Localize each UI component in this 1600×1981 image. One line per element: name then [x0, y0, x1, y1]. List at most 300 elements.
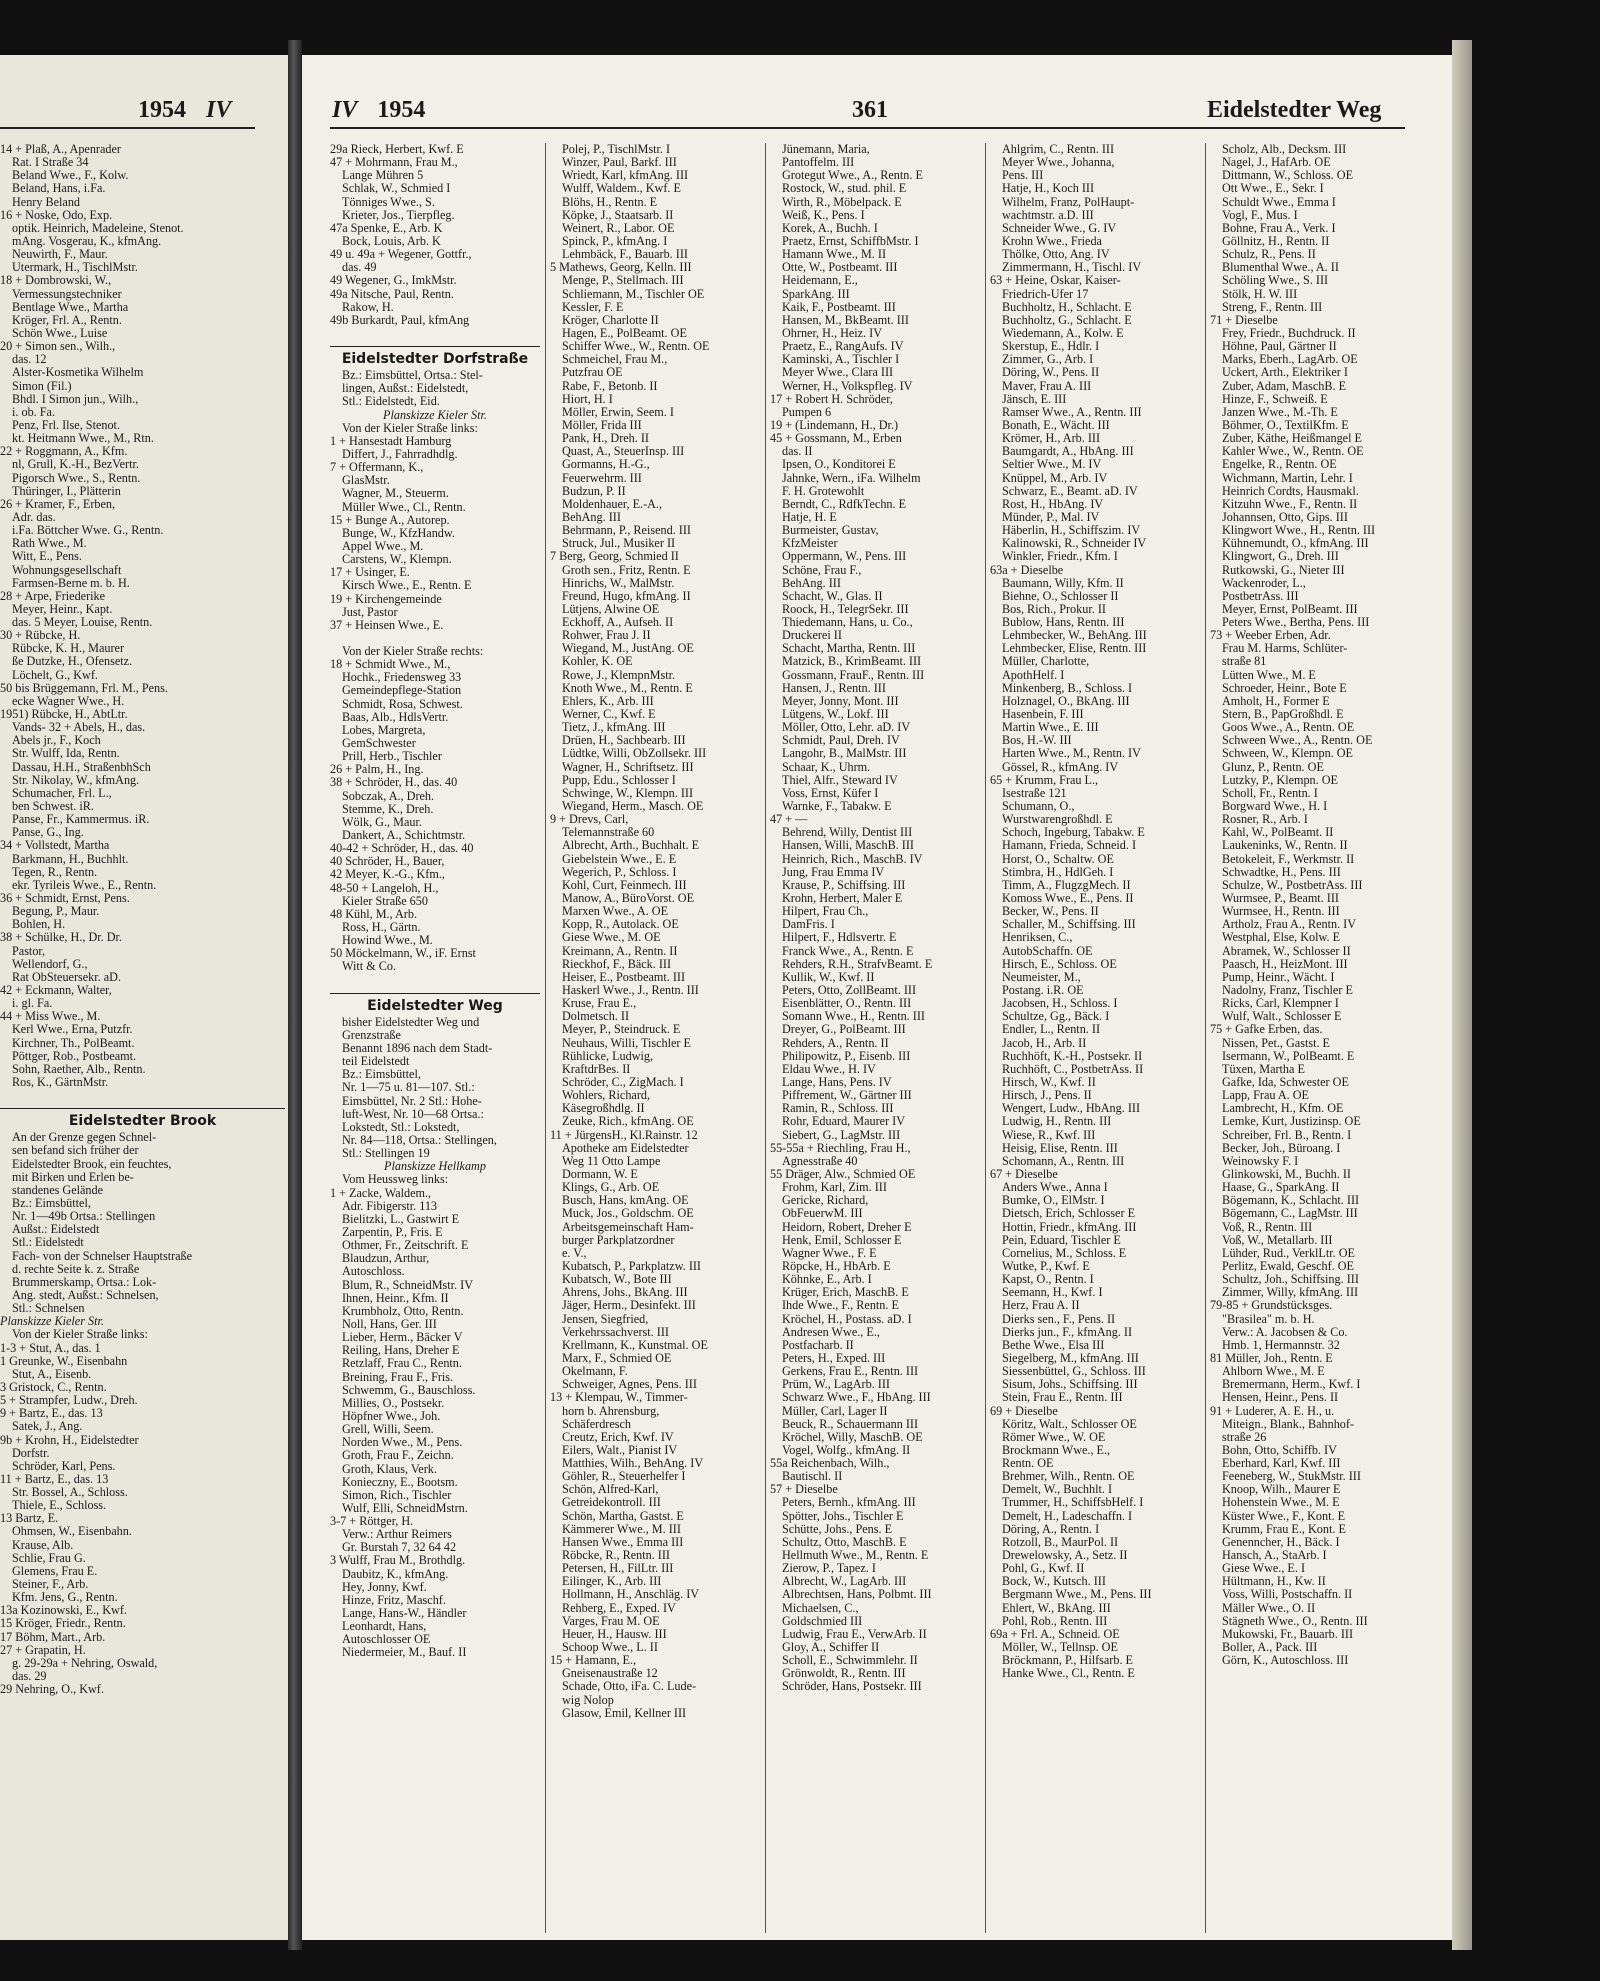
directory-entry: Bögemann, K., Schlacht. III: [1222, 1194, 1360, 1208]
directory-entry: Dormann, W. E: [562, 1167, 638, 1181]
directory-entry: Paasch, H., HeizMont. III: [1222, 957, 1348, 971]
directory-entry: Thiel, Alfr., Steward IV: [782, 773, 898, 787]
directory-entry: Rehberg, E., Exped. IV: [562, 1601, 676, 1615]
directory-entry: Zimmermann, H., Tischl. IV: [1002, 261, 1142, 275]
directory-entry: luft-West, Nr. 10—68 Ortsa.:: [342, 1107, 484, 1121]
directory-entry: Varges, Frau M. OE: [562, 1614, 660, 1628]
directory-entry: Krumm, Frau E., Kont. E: [1222, 1522, 1346, 1536]
directory-entry: Witt, E., Pens.: [12, 550, 82, 564]
directory-entry: Zuber, Adam, MaschB. E: [1222, 379, 1347, 393]
directory-entry: Hochk., Friedensweg 33: [342, 671, 462, 685]
directory-entry: Fach- von der Schnelser Hauptstraße: [12, 1249, 193, 1263]
directory-entry: Ahrens, Johs., BkAng. III: [562, 1286, 688, 1300]
directory-entry: Wiedemann, A., Kolw. E: [1002, 326, 1124, 340]
directory-entry: Bos, H.-W. III: [1002, 734, 1072, 748]
directory-entry: Prüm, W., LagArb. III: [782, 1378, 890, 1392]
directory-entry: Beland, Hans, i.Fa.: [12, 182, 106, 196]
directory-entry: Gericke, Richard,: [782, 1194, 869, 1208]
directory-entry: Prill, Herb., Tischler: [342, 750, 442, 764]
directory-entry: Witt & Co.: [342, 960, 397, 974]
directory-entry: Dreyer, G., PolBeamt. III: [782, 1023, 906, 1037]
directory-entry: Penz, Frl. Ilse, Stenot.: [12, 418, 120, 432]
directory-entry: Wulf, Walt., Schlosser E: [1222, 1010, 1342, 1024]
directory-entry: Nr. 1—75 u. 81—107. Stl.:: [342, 1081, 475, 1095]
directory-entry: Carstens, W., Klempn.: [342, 553, 452, 567]
directory-entry: Andresen Wwe., E.,: [782, 1325, 880, 1339]
directory-entry: i. ob. Fa.: [12, 405, 55, 419]
directory-entry: Endler, L., Rentn. II: [1002, 1023, 1100, 1037]
directory-entry: Stl.: Stellingen 19: [342, 1147, 430, 1161]
directory-entry: 5 Mathews, Georg, Kelln. III: [550, 261, 692, 275]
directory-entry: Polej, P., TischlMstr. I: [562, 143, 671, 156]
directory-entry: Harten Wwe., M., Rentn. IV: [1002, 747, 1141, 761]
street-header: Eidelstedter Weg: [1207, 97, 1382, 123]
directory-entry: Rutkowski, G., Nieter III: [1222, 563, 1345, 577]
directory-entry: Lokstedt, Stl.: Lokstedt,: [342, 1120, 460, 1134]
directory-entry: ObFeuerwM. III: [782, 1207, 863, 1221]
directory-entry: 65 + Krumm, Frau L.,: [990, 773, 1099, 787]
directory-entry: Albrecht, W., LagArb. III: [782, 1575, 907, 1589]
directory-entry: Heinrich Cordts, Hausmakl.: [1222, 484, 1359, 498]
directory-entry: 19 + Kirchengemeinde: [330, 592, 442, 606]
directory-entry: 3 Gristock, C., Rentn.: [0, 1380, 107, 1394]
directory-entry: Abels jr., F., Koch: [12, 734, 101, 748]
directory-entry: Voss, Willi, Postschaffn. II: [1222, 1588, 1353, 1602]
directory-entry: Kröchel, H., Postass. aD. I: [782, 1312, 912, 1326]
directory-entry: Kapst, O., Rentn. I: [1002, 1273, 1094, 1287]
directory-entry: Tegen, R., Rentn.: [12, 865, 98, 879]
directory-entry: 45 + Gossmann, M., Erben: [770, 432, 902, 446]
directory-entry: Verw.: A. Jacobsen & Co.: [1222, 1325, 1348, 1339]
directory-entry: Bz.: Eimsbüttel, Ortsa.: Stel-: [342, 369, 483, 383]
directory-entry: Rowe, J., KlempnMstr.: [562, 668, 676, 682]
directory-entry: 55a Reichenbach, Wilh.,: [770, 1457, 890, 1471]
directory-entry: Eilers, Walt., Pianist IV: [562, 1443, 678, 1457]
directory-entry: Schön, Martha, Gastst. E: [562, 1509, 684, 1523]
directory-entry: Lühder, Rud., VerklLtr. OE: [1222, 1246, 1355, 1260]
directory-entry: Scholl, Fr., Rentn. I: [1222, 786, 1318, 800]
directory-entry: Hmb. 1, Hermannstr. 32: [1222, 1338, 1340, 1352]
directory-entry: Eckhoff, A., Aufseh. II: [562, 616, 674, 630]
right-header-volume: IV: [332, 97, 358, 123]
directory-entry: Zimmer, Willy, kfmAng. III: [1222, 1286, 1359, 1300]
directory-entry: Wutke, P., Kwf. E: [1002, 1259, 1090, 1273]
directory-entry: Haskerl Wwe., J., Rentn. III: [562, 984, 699, 997]
directory-entry: Höpfner Wwe., Joh.: [342, 1409, 441, 1423]
directory-entry: Ros, K., GärtnMstr.: [12, 1075, 109, 1089]
directory-entry: Jensen, Siegfried,: [562, 1312, 649, 1326]
directory-entry: Schween, W., Klempn. OE: [1222, 747, 1353, 761]
directory-entry: [0, 1089, 285, 1102]
section-title: Eidelstedter Dorfstraße: [330, 346, 540, 369]
directory-entry: Heuer, H., Hausw. III: [562, 1627, 667, 1641]
directory-entry: Von der Kieler Straße links:: [342, 421, 478, 435]
directory-entry: Bergmann Wwe., M., Pens. III: [1002, 1588, 1152, 1602]
directory-entry: Gerkens, Frau E., Rentn. III: [782, 1365, 919, 1379]
directory-entry: Kullik, W., Kwf. II: [782, 970, 875, 984]
page-number: 361: [852, 97, 888, 123]
directory-entry: Brehmer, Wilh., Rentn. OE: [1002, 1470, 1135, 1484]
directory-entry: nl, Grull, K.-H., BezVertr.: [12, 458, 139, 472]
directory-entry: 40 Schröder, H., Bauer,: [330, 855, 445, 869]
directory-entry: Kaminski, A., Tischler I: [782, 353, 900, 367]
directory-entry: Gneisenaustraße 12: [562, 1667, 658, 1681]
directory-entry: Str. Wulff, Ida, Rentn.: [12, 747, 120, 761]
directory-entry: Heinrich, Rich., MaschB. IV: [782, 852, 923, 866]
directory-entry: i. gl. Fa.: [12, 997, 53, 1011]
directory-entry: Ihde Wwe., F., Rentn. E: [782, 1299, 899, 1313]
directory-entry: kt. Heitmann Wwe., M., Rtn.: [12, 432, 154, 446]
directory-entry: Ludwig, Frau E., VerwArb. II: [782, 1627, 927, 1641]
directory-entry: straße 81: [1222, 655, 1267, 669]
directory-entry: Druckerei II: [782, 629, 842, 643]
directory-entry: das. 12: [12, 353, 47, 367]
directory-entry: Nissen, Pet., Gastst. E: [1222, 1036, 1330, 1050]
directory-entry: Arbeitsgemeinschaft Ham-: [562, 1220, 694, 1234]
directory-entry: Niedermeier, M., Bauf. II: [342, 1646, 467, 1660]
directory-entry: 47 + —: [770, 813, 808, 827]
directory-entry: Seltier Wwe., M. IV: [1002, 458, 1102, 472]
directory-entry: Trummer, H., SchiffsbHelf. I: [1002, 1496, 1144, 1510]
directory-entry: Sobczak, A., Dreh.: [342, 789, 435, 803]
directory-entry: Kämmerer Wwe., M. III: [562, 1522, 681, 1536]
directory-entry: Wurstwarengroßhdl. E: [1002, 813, 1113, 827]
directory-entry: Hansen, M., BkBeamt. III: [782, 313, 909, 327]
directory-entry: Othmer, Fr., Zeitschrift. E: [342, 1239, 469, 1253]
directory-entry: Beland Wwe., F., Kolw.: [12, 169, 129, 183]
directory-entry: optik. Heinrich, Madeleine, Stenot.: [12, 221, 184, 235]
directory-entry: Farmsen-Berne m. b. H.: [12, 576, 130, 590]
directory-entry: das. II: [782, 445, 813, 459]
directory-entry: Grotegut Wwe., A., Rentn. E: [782, 169, 923, 183]
directory-entry: Panse, Fr., Kammermus. iR.: [12, 813, 150, 827]
map-reference: Planskizze Hellkamp: [384, 1160, 486, 1174]
directory-entry: Agnesstraße 40: [782, 1154, 858, 1168]
directory-entry: Groth, Klaus, Verk.: [342, 1462, 437, 1476]
directory-entry: bisher Eidelstedter Weg und: [342, 1015, 480, 1029]
directory-entry: Lemke, Kurt, Justizinsp. OE: [1222, 1115, 1361, 1129]
directory-entry: 20 + Simon sen., Wilh.,: [0, 340, 116, 354]
directory-entry: Kerl Wwe., Erna, Putzfr.: [12, 1023, 133, 1037]
directory-entry: Wiegand, Herm., Masch. OE: [562, 800, 704, 814]
directory-entry: Henriksen, C.,: [1002, 931, 1073, 945]
directory-entry: Apotheke am Eidelstedter: [562, 1141, 689, 1155]
directory-entry: Schulze, W., PostbetrAss. III: [1222, 878, 1363, 892]
directory-entry: Tüxen, Martha E: [1222, 1062, 1305, 1076]
directory-entry: Friedrich-Ufer 17: [1002, 287, 1089, 301]
directory-entry: Kohler, K. OE: [562, 655, 633, 669]
directory-entry: Postfacharb. II: [782, 1338, 854, 1352]
directory-entry: Schöling Wwe., S. III: [1222, 274, 1329, 288]
directory-entry: Wölk, G., Maur.: [342, 815, 422, 829]
directory-entry: Bock, W., Kutsch. III: [1002, 1575, 1106, 1589]
directory-entry: Kieler Straße 650: [342, 894, 428, 908]
directory-entry: 13a Kozinowski, E., Kwf.: [0, 1604, 127, 1618]
directory-entry: Hirsch, W., Kwf. II: [1002, 1075, 1096, 1089]
directory-entry: Becker, Joh., Büroang. I: [1222, 1141, 1341, 1155]
directory-entry: Hatje, H. E: [782, 510, 837, 524]
directory-entry: 9b + Krohn, H., Eidelstedter: [0, 1433, 139, 1447]
directory-entry: Von der Kieler Straße links:: [12, 1328, 148, 1342]
directory-entry: Bonath, E., Wächt. III: [1002, 418, 1110, 432]
directory-entry: Behrmann, P., Reisend. III: [562, 524, 691, 538]
directory-entry: Schäferdresch: [562, 1417, 632, 1431]
directory-entry: Demelt, H., Ladeschaffn. I: [1002, 1509, 1133, 1523]
directory-entry: 55 Dräger, Alw., Schmied OE: [770, 1167, 916, 1181]
directory-entry: Ang. stedt, Außst.: Schnelsen,: [12, 1288, 159, 1302]
directory-entry: Retzlaff, Frau C., Rentn.: [342, 1357, 462, 1371]
directory-entry: Engelke, R., Rentn. OE: [1222, 458, 1337, 472]
directory-entry: 29 Nehring, O., Kwf.: [0, 1683, 104, 1697]
left-column: [0, 143, 285, 1933]
directory-entry: Pastor,: [12, 944, 46, 958]
directory-entry: Telemannstraße 60: [562, 826, 655, 840]
directory-entry: Schwinge, W., Klempn. III: [562, 786, 693, 800]
directory-entry: Minkenberg, B., Schloss. I: [1002, 681, 1133, 695]
directory-entry: 18 + Dombrowski, W.,: [0, 274, 112, 288]
directory-entry: Meyer, P., Steindruck. E: [562, 1023, 681, 1037]
directory-entry: DamFris. I: [782, 918, 835, 932]
directory-entry: Rotzoll, B., MaurPol. II: [1002, 1535, 1119, 1549]
directory-entry: KfzMeister: [782, 537, 838, 551]
directory-entry: Hansen Wwe., Emma III: [562, 1535, 684, 1549]
directory-entry: Mäller Wwe., O. II: [1222, 1601, 1316, 1615]
directory-entry: 49 Wegener, G., ImkMstr.: [330, 274, 457, 288]
directory-entry: Ipsen, O., Konditorei E: [782, 458, 896, 472]
directory-entry: Thiele, E., Schloss.: [12, 1499, 107, 1513]
directory-entry: Putzfrau OE: [562, 366, 623, 380]
directory-entry: Döring, A., Rentn. I: [1002, 1522, 1100, 1536]
directory-entry: Becker, W., Pens. II: [1002, 905, 1099, 919]
directory-entry: Reiling, Hans, Dreher E: [342, 1344, 460, 1358]
directory-entry: Biehne, O., Schlosser II: [1002, 589, 1119, 603]
directory-entry: Vands- 32 + Abels, H., das.: [12, 721, 146, 735]
directory-entry: Weg 11 Otto Lampe: [562, 1154, 661, 1168]
directory-entry: Jahnke, Wern., iFa. Wilhelm: [782, 471, 921, 485]
directory-entry: Sohn, Raether, Alb., Rentn.: [12, 1062, 146, 1076]
directory-entry: Müller Wwe., Cl., Rentn.: [342, 500, 466, 514]
directory-entry: Dierks sen., F., Pens. II: [1002, 1312, 1116, 1326]
directory-entry: Wulff, Waldem., Kwf. E: [562, 182, 681, 196]
directory-entry: Pank, H., Dreh. II: [562, 432, 649, 446]
directory-entry: Hinze, Fritz, Maschf.: [342, 1593, 446, 1607]
directory-entry: Schoop Wwe., L. II: [562, 1641, 658, 1655]
directory-entry: Müller, Carl, Lager II: [782, 1404, 888, 1418]
directory-entry: Voß, R., Rentn. III: [1222, 1220, 1313, 1234]
directory-entry: Herz, Frau A. II: [1002, 1299, 1080, 1313]
directory-entry: teil Eidelstedt: [342, 1055, 410, 1069]
directory-entry: Jung, Frau Emma IV: [782, 865, 885, 879]
directory-entry: sen befand sich früher der: [12, 1144, 139, 1158]
directory-entry: Panse, G., Ing.: [12, 826, 84, 840]
directory-entry: Hamann, Frieda, Schneid. I: [1002, 839, 1137, 853]
directory-entry: Mukowski, Fr., Bauarb. III: [1222, 1627, 1354, 1641]
directory-entry: Str. Nikolay, W., kfmAng.: [12, 773, 140, 787]
directory-entry: Konieczny, E., Bootsm.: [342, 1475, 458, 1489]
book-spine: [288, 40, 302, 1950]
directory-entry: Barkmann, H., Buchhlt.: [12, 852, 129, 866]
directory-entry: Appel Wwe., M.: [342, 539, 424, 553]
directory-entry: Pens. III: [1002, 169, 1044, 183]
directory-entry: F. H. Grotewohlt: [782, 484, 865, 498]
directory-entry: Lehmbecker, Elise, Rentn. III: [1002, 642, 1147, 656]
directory-entry: 15 Kröger, Friedr., Rentn.: [0, 1617, 126, 1631]
directory-entry: Weinowsky F. I: [1222, 1154, 1299, 1168]
directory-entry: Str. Bossel, A., Schloss.: [12, 1486, 128, 1500]
directory-entry: 5 + Strampfer, Ludw., Dreh.: [0, 1394, 138, 1408]
directory-entry: Schiffer Wwe., W., Rentn. OE: [562, 340, 710, 354]
directory-entry: Pump, Heinr., Wächt. I: [1222, 970, 1335, 984]
column-5: [1210, 143, 1415, 1933]
directory-entry: Tietz, J., kfmAng. III: [562, 721, 666, 735]
directory-entry: 29a Rieck, Herbert, Kwf. E: [330, 143, 464, 156]
directory-entry: Hamann Wwe., M. II: [782, 248, 887, 262]
directory-entry: Stölk, H. W. III: [1222, 287, 1298, 301]
directory-entry: ben Schwest. iR.: [12, 800, 94, 814]
directory-entry: Thiedemann, Hans, u. Co.,: [782, 616, 913, 630]
map-reference: Planskizze Kieler Str.: [0, 1315, 104, 1329]
directory-entry: Kröchel, Willy, MaschB. OE: [782, 1430, 923, 1444]
directory-entry: 17 + Usinger, E.: [330, 566, 410, 580]
directory-entry: Klingwort, G., Dreh. III: [1222, 550, 1339, 564]
directory-entry: Schütte, Johs., Pens. E: [782, 1522, 893, 1536]
directory-entry: Vom Heussweg links:: [342, 1173, 449, 1187]
directory-entry: Amholt, H., Former E: [1222, 694, 1330, 708]
directory-entry: horn b. Ahrensburg,: [562, 1404, 660, 1418]
directory-entry: Nr. 1—49b Ortsa.: Stellingen: [12, 1210, 156, 1224]
directory-entry: Rakow, H.: [342, 300, 394, 314]
directory-entry: Quast, A., SteuerInsp. III: [562, 445, 685, 459]
directory-entry: Wurmsee, P., Beamt. III: [1222, 892, 1339, 906]
directory-entry: Dolmetsch. II: [562, 1010, 630, 1024]
directory-entry: Ott Wwe., E., Sekr. I: [1222, 182, 1324, 196]
directory-entry: Köpke, J., Staatsarb. II: [562, 208, 674, 222]
directory-entry: Glemens, Frau E.: [12, 1564, 98, 1578]
directory-entry: AutobSchaffn. OE: [1002, 944, 1093, 958]
directory-entry: Krömer, H., Arb. III: [1002, 432, 1100, 446]
directory-entry: Krüger, Erich, MaschB. E: [782, 1286, 909, 1300]
directory-entry: Nagel, J., HafArb. OE: [1222, 156, 1331, 170]
directory-entry: Eberhard, Karl, Kwf. III: [1222, 1457, 1341, 1471]
right-header-year: 1954: [377, 97, 426, 123]
directory-entry: Schliemann, M., Tischler OE: [562, 287, 705, 301]
directory-entry: Matthies, Wilh., BehAng. IV: [562, 1457, 704, 1471]
directory-entry: 36 + Schmidt, Ernst, Pens.: [0, 892, 130, 906]
directory-entry: Hanke Wwe., Cl., Rentn. E: [1002, 1667, 1135, 1681]
directory-entry: Blöhs, H., Rentn. E: [562, 195, 658, 209]
left-header-volume: IV: [206, 97, 232, 123]
directory-entry: Burmeister, Gustav,: [782, 524, 879, 538]
directory-entry: Wackenroder, L.,: [1222, 576, 1306, 590]
column-divider: [545, 143, 546, 1933]
directory-entry: Isermann, W., PolBeamt. E: [1222, 1049, 1355, 1063]
directory-entry: SparkAng. III: [782, 287, 850, 301]
directory-entry: Müller, Charlotte,: [1002, 655, 1090, 669]
directory-entry: Kröger, Charlotte II: [562, 313, 659, 327]
directory-entry: Blumenthal Wwe., A. II: [1222, 261, 1339, 275]
directory-entry: Simon, Rich., Tischler: [342, 1488, 452, 1502]
directory-entry: Utermark, H., TischlMstr.: [12, 261, 138, 275]
directory-entry: Eidelstedter Brook, ein feuchtes,: [12, 1157, 172, 1171]
directory-entry: Bz.: Eimsbüttel,: [342, 1068, 421, 1082]
directory-entry: 18 + Schmidt Wwe., M.,: [330, 658, 451, 672]
directory-entry: Wagner, M., Steuerm.: [342, 487, 449, 501]
directory-entry: 81 Müller, Joh., Rentn. E: [1210, 1351, 1333, 1365]
directory-entry: Peters Wwe., Bertha, Pens. III: [1222, 616, 1370, 630]
directory-entry: Bielitzki, L., Gastwirt E: [342, 1212, 460, 1226]
directory-entry: Schröder, Hans, Postsekr. III: [782, 1680, 922, 1694]
directory-entry: Werner, C., Kwf. E: [562, 708, 656, 722]
directory-entry: Dietsch, Erich, Schlosser E: [1002, 1207, 1136, 1221]
directory-entry: Franck Wwe., A., Rentn. E: [782, 944, 914, 958]
directory-entry: Spötter, Johs., Tischler E: [782, 1509, 904, 1523]
directory-entry: Kahl, W., PolBeamt. II: [1222, 826, 1334, 840]
directory-entry: Kahler Wwe., W., Rentn. OE: [1222, 445, 1364, 459]
directory-entry: GemSchwester: [342, 737, 416, 751]
directory-entry: Siegelberg, M., kfmAng. III: [1002, 1351, 1139, 1365]
directory-entry: 7 Berg, Georg, Schmied II: [550, 550, 679, 564]
directory-entry: 34 + Vollstedt, Martha: [0, 839, 110, 853]
directory-entry: Eisenblätter, O., Rentn. III: [782, 997, 912, 1011]
directory-entry: Bublow, Hans, Rentn. III: [1002, 616, 1125, 630]
directory-entry: Baumgardt, A., HbAng. III: [1002, 445, 1134, 459]
directory-entry: Betokeleit, F., Werkmstr. II: [1222, 852, 1355, 866]
directory-entry: KraftdrBes. II: [562, 1062, 631, 1076]
directory-entry: Rath Wwe., M.: [12, 537, 87, 551]
directory-entry: Boller, A., Pack. III: [1222, 1641, 1318, 1655]
directory-entry: Hey, Jonny, Kwf.: [342, 1580, 427, 1594]
directory-entry: Nadolny, Franz, Tischler E: [1222, 984, 1353, 997]
directory-entry: Martin Wwe., E. III: [1002, 721, 1099, 735]
directory-entry: Stl.: Eidelstedt, Eid.: [342, 395, 440, 409]
directory-entry: Schomann, A., Rentn. III: [1002, 1154, 1125, 1168]
directory-entry: Ruchhöft, K.-H., Postsekr. II: [1002, 1049, 1143, 1063]
directory-entry: 47a Spenke, E., Arb. K: [330, 221, 443, 235]
directory-entry: Schuldt Wwe., Emma I: [1222, 195, 1336, 209]
directory-entry: Norden Wwe., M., Pens.: [342, 1436, 463, 1450]
directory-entry: Gossmann, FrauF., Rentn. III: [782, 668, 925, 682]
directory-entry: Dierks jun., F., kfmAng. II: [1002, 1325, 1133, 1339]
directory-entry: Ludwig, H., Rentn. III: [1002, 1115, 1112, 1129]
directory-entry: 1 Greunke, W., Eisenbahn: [0, 1354, 128, 1368]
directory-entry: 26 + Kramer, F., Erben,: [0, 497, 116, 511]
directory-entry: "Brasilea" m. b. H.: [1222, 1312, 1315, 1326]
directory-entry: Kfm. Jens, G., Rentn.: [12, 1591, 118, 1605]
directory-entry: Gr. Burstah 7, 32 64 42: [342, 1541, 457, 1555]
directory-entry: Noll, Hans, Ger. III: [342, 1317, 437, 1331]
directory-entry: Döring, W., Pens. II: [1002, 366, 1100, 380]
directory-entry: Eimsbüttel, Nr. 2 Stl.: Hohe-: [342, 1094, 482, 1108]
directory-entry: 3 Wulff, Frau M., Brothdlg.: [330, 1554, 466, 1568]
directory-entry: Möller, W., Tellnsp. OE: [1002, 1641, 1118, 1655]
directory-entry: 13 Bartz, E.: [0, 1512, 59, 1526]
directory-entry: Grenzstraße: [342, 1028, 401, 1042]
directory-entry: 50 bis Brüggemann, Frl. M., Pens.: [0, 681, 168, 695]
directory-entry: Peters, Otto, ZollBeamt. III: [782, 984, 917, 997]
directory-entry: Schulz, R., Pens. II: [1222, 248, 1316, 262]
directory-entry: Daubitz, K., kfmAng.: [342, 1567, 449, 1581]
directory-entry: Wengert, Ludw., HbAng. III: [1002, 1102, 1141, 1116]
directory-entry: Hellmuth Wwe., M., Rentn. E: [782, 1549, 929, 1563]
directory-entry: 67 + Dieselbe: [990, 1167, 1058, 1181]
directory-entry: Bremermann, Herm., Kwf. I: [1222, 1378, 1361, 1392]
directory-entry: Schmidt, Paul, Dreh. IV: [782, 734, 900, 748]
directory-entry: Knoop, Wilh., Maurer E: [1222, 1483, 1341, 1497]
directory-entry: Außst.: Eidelstedt: [12, 1223, 100, 1237]
directory-entry: Westphal, Else, Kolw. E: [1222, 931, 1341, 945]
directory-entry: Möller, Erwin, Seem. I: [562, 405, 674, 419]
directory-entry: Heidemann, E.,: [782, 274, 858, 288]
